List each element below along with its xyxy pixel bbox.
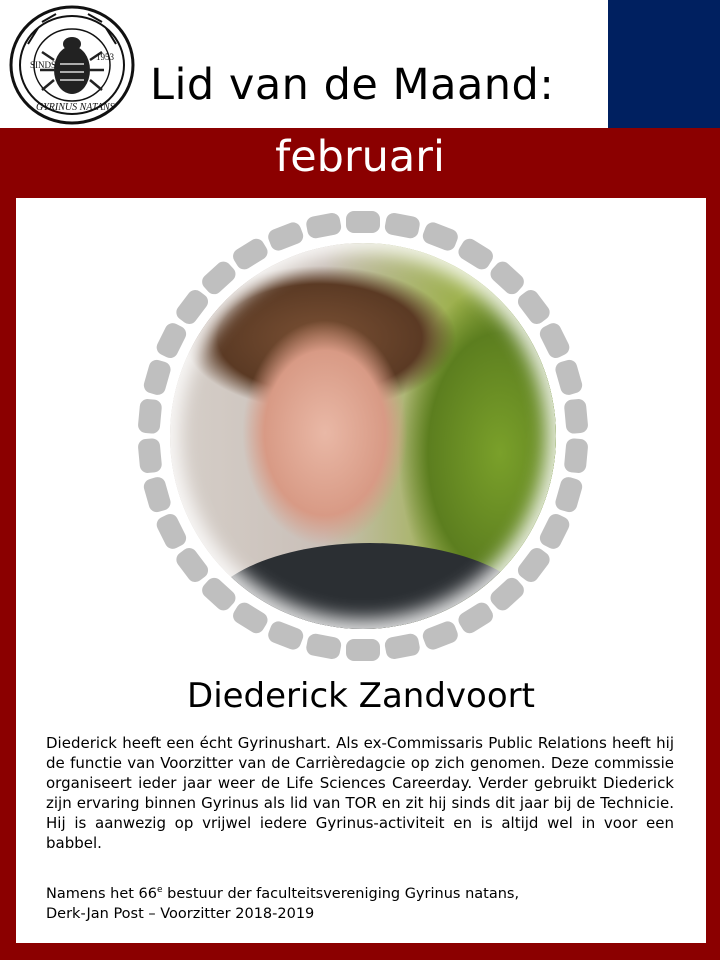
ring-segment — [346, 639, 380, 661]
signature — [46, 880, 674, 924]
member-bio: Diederick heeft een écht Gyrinushart. Als ex-Commissaris Public Relations heeft hij de functie van Voorzitter van de Carrièredagcie op zich genomen. Deze commissie organiseert ieder jaar weer de Life Sciences Careerday. Verder gebruikt Diederick zijn ervaring binnen Gyrinus als lid van TOR en zit hij sinds dit jaar bij de Technicie. Hij is aanwezig op vrijwel iedere Gyrinus-activiteit en is altijd wel in voor een babbel. — [46, 734, 674, 852]
ring-segment — [346, 211, 380, 233]
ring-segment — [305, 212, 342, 240]
ring-segment — [142, 475, 172, 514]
header — [0, 0, 720, 128]
ring-segment — [305, 632, 342, 660]
signature-line-1 — [46, 880, 674, 904]
signature-line-1-suffix: bestuur der faculteitsvereniging Gyrinus natans, — [162, 885, 520, 902]
portrait-soft-edge — [170, 243, 556, 629]
portrait-photo — [170, 243, 556, 629]
logo-text-left: SINDS — [30, 60, 57, 70]
content-card — [16, 198, 706, 943]
signature-line-1-prefix: Namens het 66 — [46, 885, 157, 902]
ring-segment — [564, 398, 589, 434]
month-title: februari — [275, 132, 445, 182]
gyrinus-logo — [8, 4, 136, 126]
ring-segment — [142, 358, 172, 397]
ring-segment — [384, 212, 421, 240]
ring-segment — [137, 438, 162, 474]
ring-segment — [384, 632, 421, 660]
ring-segment — [564, 438, 589, 474]
signature-line-2: Derk-Jan Post – Voorzitter 2018-2019 — [46, 905, 315, 922]
ring-segment — [554, 358, 584, 397]
ring-segment — [554, 475, 584, 514]
signature-line-1-sup: e — [157, 885, 163, 895]
member-name: Diederick Zandvoort — [187, 676, 535, 716]
ring-segment — [137, 398, 162, 434]
logo-text-right: 1953 — [96, 52, 114, 62]
logo-text-bottom: GYRINUS NATANS — [36, 102, 115, 113]
blue-accent-block — [608, 0, 720, 128]
page-title: Lid van de Maand: — [150, 60, 555, 110]
